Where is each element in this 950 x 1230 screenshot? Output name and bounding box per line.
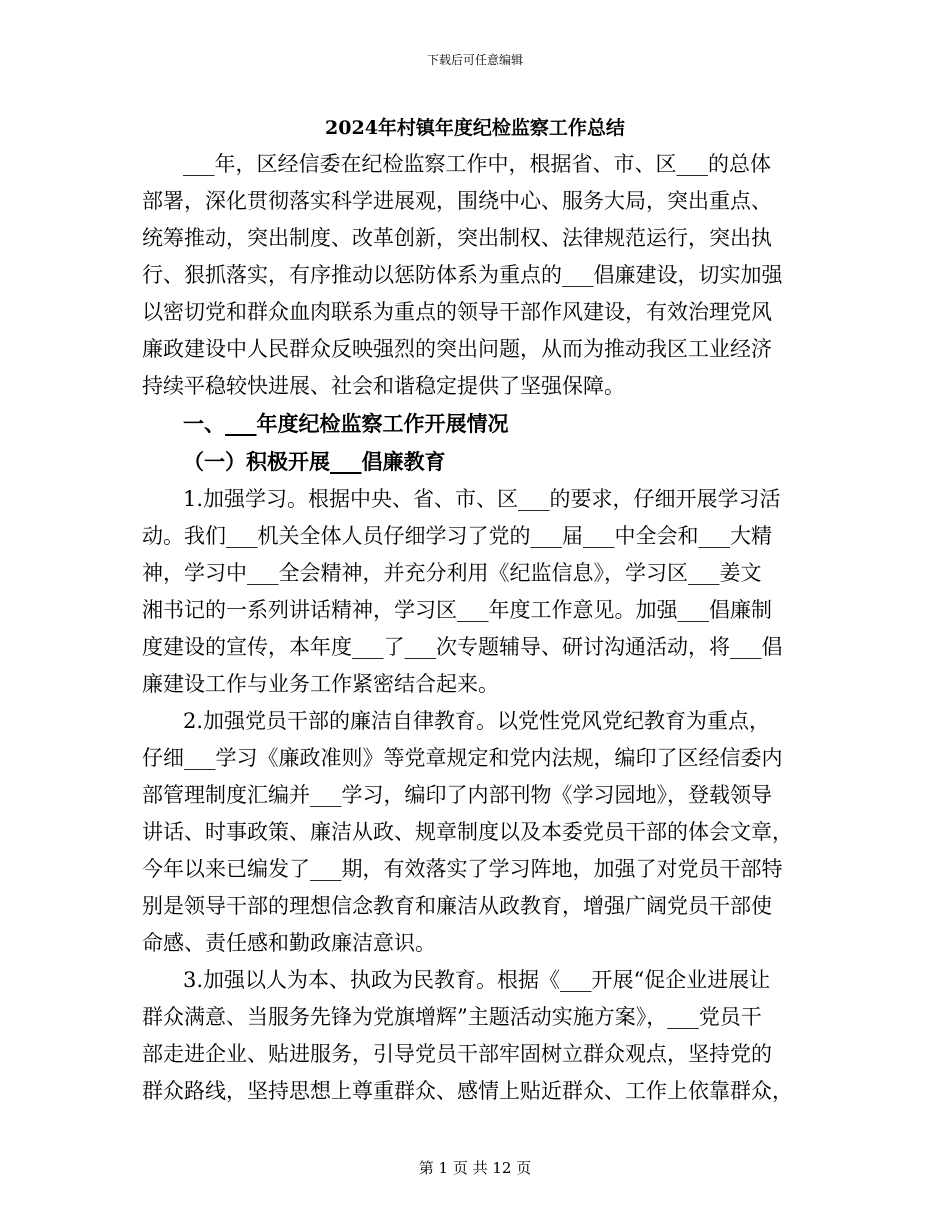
paragraph-line: 部署，深化贯彻落实科学进展观，围绕中心、服务大局，突出重点、 (142, 189, 772, 213)
paragraph-line: 动。我们___机关全体人员仔细学习了党的___届___中全会和___大精 (142, 524, 772, 548)
paragraph-line: 廉建设工作与业务工作紧密结合起来。 (142, 672, 499, 696)
paragraph-line: 部走进企业、贴进服务，引导党员干部牢固树立群众观点，坚持党的 (142, 1042, 772, 1066)
document-title: 2024年村镇年度纪检监察工作总结 (325, 117, 625, 139)
paragraph-line: 今年以来已编发了___期，有效落实了学习阵地，加强了对党员干部特 (142, 857, 783, 881)
paragraph-line: 部管理制度汇编并___学习，编印了内部刊物《学习园地》，登载领导 (142, 783, 772, 807)
paragraph-line: 群众路线，坚持思想上尊重群众、感情上贴近群众、工作上依靠群众， (142, 1079, 793, 1103)
paragraph-line: 持续平稳较快进展、社会和谐稳定提供了坚强保障。 (142, 374, 625, 398)
paragraph-line: 以密切党和群众血肉联系为重点的领导干部作风建设，有效治理党风 (142, 300, 772, 324)
paragraph-line: 廉政建设中人民群众反映强烈的突出问题，从而为推动我区工业经济 (142, 337, 772, 361)
paragraph-line: 统筹推动，突出制度、改革创新，突出制权、法律规范运行，突出执 (142, 226, 772, 250)
paragraph-line: 3.加强以人为本、执政为民教育。根据《___开展“促企业进展让 (183, 968, 771, 992)
paragraph-line: 讲话、时事政策、廉洁从政、规章制度以及本委党员干部的体会文章， (142, 820, 793, 844)
paragraph-line: 群众满意、当服务先锋为党旗增辉”主题活动实施方案》，___党员干 (142, 1005, 762, 1029)
header-download-note: 下载后可任意编辑 (426, 53, 523, 67)
paragraph-line: 度建设的宣传，本年度___了___次专题辅导、研讨沟通活动，将___倡 (142, 635, 783, 659)
paragraph-line: 仔细___学习《廉政准则》等党章规定和党内法规，编印了区经信委内 (142, 746, 783, 770)
paragraph-line: 2.加强党员干部的廉洁自律教育。以党性党风党纪教育为重点， (183, 709, 771, 733)
paragraph-line: ___年，区经信委在纪检监察工作中，根据省、市、区___的总体 (183, 152, 771, 176)
paragraph-line: 行、狠抓落实，有序推动以惩防体系为重点的___倡廉建设，切实加强 (142, 263, 783, 287)
paragraph-line: 湘书记的一系列讲话精神，学习区___年度工作意见。加强___倡廉制 (142, 598, 772, 622)
paragraph-line: 别是领导干部的理想信念教育和廉洁从政教育，增强广阔党员干部使 (142, 894, 772, 918)
section-heading: 一、___年度纪检监察工作开展情况 (183, 411, 509, 436)
paragraph-line: 命感、责任感和勤政廉洁意识。 (142, 931, 436, 955)
paragraph-line: 1.加强学习。根据中央、省、市、区___的要求，仔细开展学习活 (183, 487, 781, 511)
page-number: 第 1 页 共 12 页 (418, 1159, 532, 1177)
subsection-heading: （一）积极开展___倡廉教育 (183, 449, 446, 474)
paragraph-line: 神，学习中___全会精神，并充分利用《纪监信息》，学习区___姜文 (142, 561, 762, 585)
